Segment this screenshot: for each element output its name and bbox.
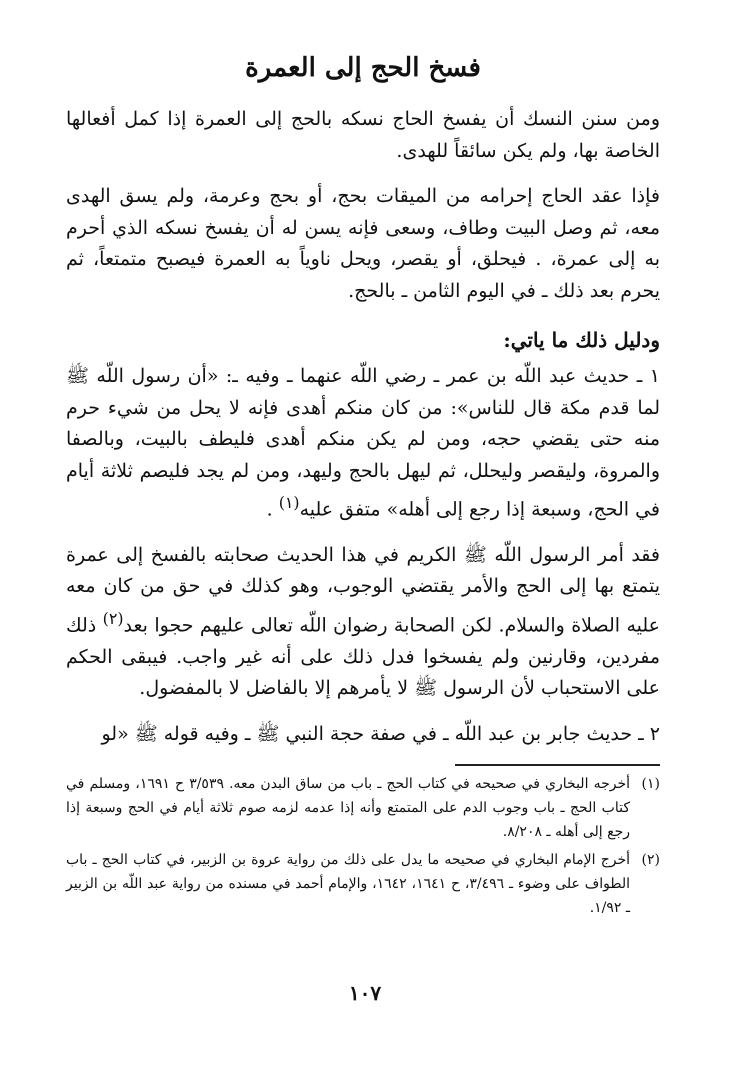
page-number: ١٠٧ xyxy=(348,981,382,1005)
footnote-ref-1: (١) xyxy=(278,493,300,512)
evidence-heading: ودليل ذلك ما ياتي: xyxy=(503,328,660,352)
footnote-mark: (١) xyxy=(641,776,660,793)
intro-paragraph: ومن سنن النسك أن يفسخ الحاج نسكه بالحج إلى العمرة إذا كمل أفعالها الخاصة بها، ولم يكن سائقاً للهدى. xyxy=(66,108,660,162)
footnote-ref-2: (٢) xyxy=(102,608,124,628)
footnote-item xyxy=(66,772,660,844)
footnote-divider xyxy=(455,764,660,766)
footnote-text: أخرجه البخاري في صحيحه في كتاب الحج ـ باب من ساق البدن معه. ٣/٥٣٩ ح ١٦٩١، ومسلم في كتاب الحج ـ باب وجوب الدم على المتمتع وأنه إذا عدمه لزمه صوم ثلاثة أيام في الحج وسبعة إذا رجع إلى أهله ـ ٨/٢٠٨. xyxy=(66,776,631,841)
hadith-2-paragraph: ٢ ـ حديث جابر بن عبد اللّه ـ في صفة حجة النبي ﷺ ـ وفيه قوله ﷺ «لو xyxy=(101,722,660,745)
commentary-paragraph xyxy=(66,540,660,705)
footnote-text: أخرج الإمام البخاري في صحيحه ما يدل على ذلك من رواية عروة بن الزبير، في كتاب الحج ـ باب الطواف على وضوء ـ ٣/٤٩٦، ح ١٦٤١، ١٦٤٢، والإمام أحمد في مسنده من رواية عبد اللّه بن الزبير ـ ١/٩٢. xyxy=(66,852,630,917)
commentary-text-a: فقد أمر الرسول اللّه ﷺ الكريم في هذا الحديث صحابته بالفسخ إلى عمرة يتمتع بها إلى الحج والأمر يقتضي الوجوب، وهو كذلك في حق من كان معه عليه الصلاة والسلام. لكن الصحابة رضوان اللّه تعالى عليهم حجوا بعد xyxy=(66,543,660,637)
hadith-1-end: . xyxy=(266,498,279,521)
procedure-paragraph: فإذا عقد الحاج إحرامه من الميقات بحج، أو بحج وعرمة، ولم يسق الهدى معه، ثم وصل البيت وطاف، وسعى فإنه يسن له أن يفسخ نسكه الذي أحرم به إلى عمرة، . فيحلق، أو يقصر، ويحل ناوياً به العمرة فيصبح متمتعاً، ثم يحرم بعد ذلك ـ في اليوم الثامن ـ بالحج. xyxy=(66,185,660,302)
hadith-1-paragraph xyxy=(66,361,660,526)
hadith-1-text: ١ ـ حديث عبد اللّه بن عمر ـ رضي اللّه عنهما ـ وفيه ـ: «أن رسول اللّه ﷺ لما قدم مكة قال للناس»: من كان منكم أهدى فإنه لا يحل من شيء حرم منه حتى يقضي حجه، ومن لم يكن منكم أهدى فليطف بالبيت، وبالصفا والمروة، وليقصر وليحلل، ثم ليهل بالحج وليهد، ومن لم يجد فليصم ثلاثة أيام في الحج، وسبعة إذا رجع إلى أهله» متفق عليه xyxy=(66,365,660,521)
footnotes xyxy=(66,772,660,920)
page-title: فسخ الحج إلى العمرة xyxy=(245,53,481,83)
footnote-item xyxy=(66,848,660,920)
footnote-mark: (٢) xyxy=(641,852,660,869)
commentary-text-b: ذلك مفردين، وقارنين ولم يفسخوا فدل ذلك على أنه غير واجب. فيبقى الحكم على الاستحباب لأن الرسول ﷺ لا يأمرهم إلا بالفاضل لا بالمفضول. xyxy=(66,614,660,700)
